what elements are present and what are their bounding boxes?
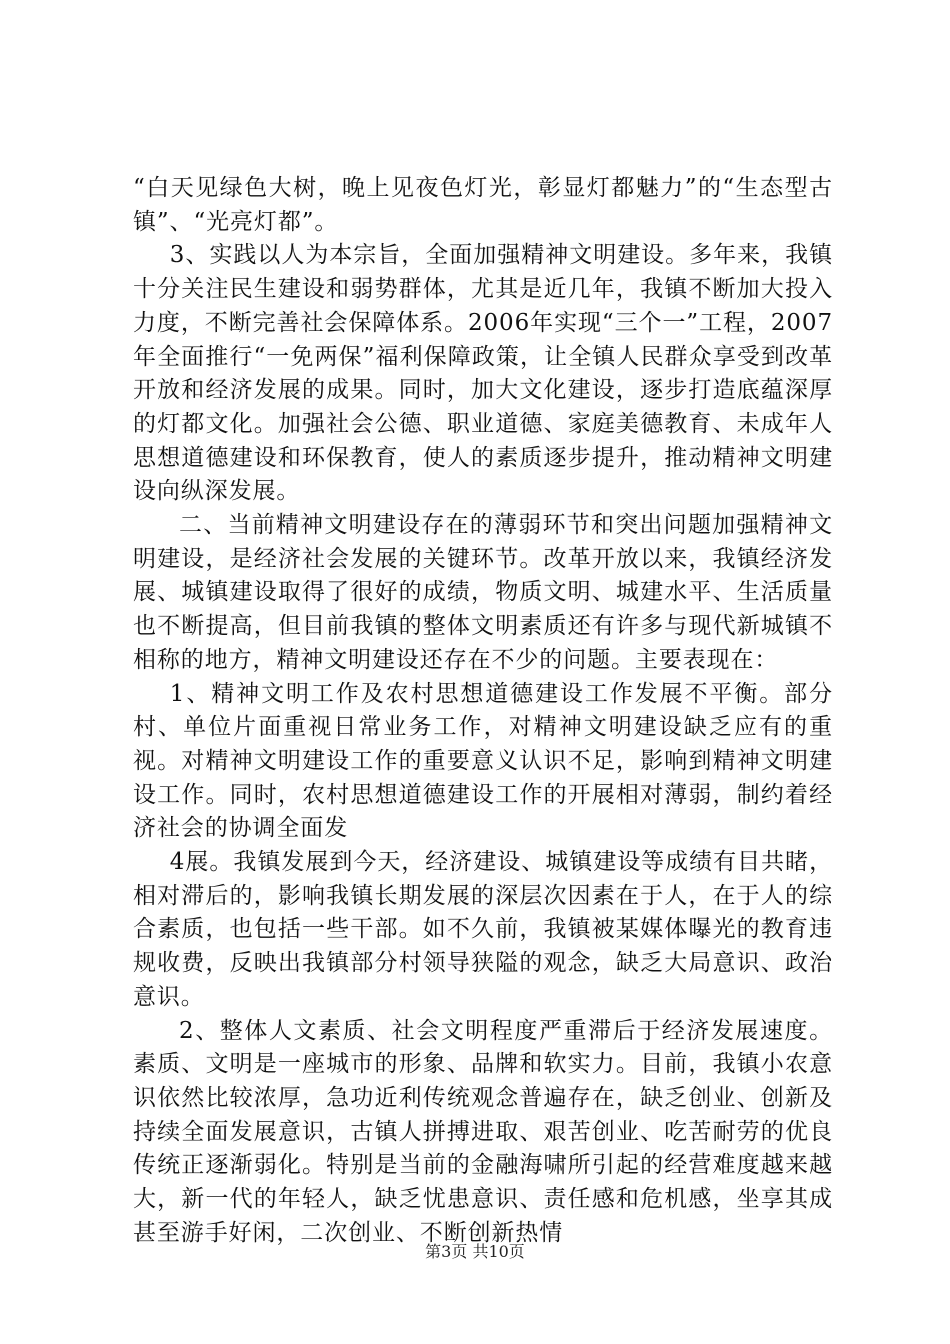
page-footer: 第3页 共10页 — [425, 1242, 525, 1261]
paragraph-section-2: 二、当前精神文明建设存在的薄弱环节和突出问题加强精神文明建设，是经济社会发展的关键环节。改革开放以来，我镇经济发展、城镇建设取得了很好的成绩，物质文明、城建水平、生活质量也不断提高，但目前我镇的整体文明素质还有许多与现代新城镇不相称的地方，精神文明建设还存在不少的问题。主要表现在： — [133, 512, 833, 673]
paragraph-problem-1: 1、精神文明工作及农村思想道德建设工作发展不平衡。部分村、单位片面重视日常业务工作，对精神文明建设缺乏应有的重视。对精神文明建设工作的重要意义认识不足，影响到精神文明建设工作。同时，农村思想道德建设工作的开展相对薄弱，制约着经济社会的协调全面发 — [133, 680, 833, 842]
document-body — [133, 172, 833, 1251]
paragraph-point-3: 3、实践以人为本宗旨，全面加强精神文明建设。多年来，我镇十分关注民生建设和弱势群体，尤其是近几年，我镇不断加大投入力度，不断完善社会保障体系。2006年实现“三个一”工程，2007年全面推行“一免两保”福利保障政策，让全镇人民群众享受到改革开放和经济发展的成果。同时，加大文化建设，逐步打造底蕴深厚的灯都文化。加强社会公德、职业道德、家庭美德教育、未成年人思想道德建设和环保教育，使人的素质逐步提升，推动精神文明建设向纵深发展。 — [133, 242, 833, 505]
paragraph-problem-1-cont: 4展。我镇发展到今天，经济建设、城镇建设等成绩有目共睹，相对滞后的，影响我镇长期发展的深层次因素在于人，在于人的综合素质，也包括一些干部。如不久前，我镇被某媒体曝光的教育违规收费，反映出我镇部分村领导狭隘的观念，缺乏大局意识、政治意识。 — [133, 849, 833, 1010]
paragraph-continuation: “白天见绿色大树，晚上见夜色灯光，彰显灯都魅力”的“生态型古镇”、“光亮灯都”。 — [133, 175, 833, 235]
paragraph-problem-2: 2、整体人文素质、社会文明程度严重滞后于经济发展速度。素质、文明是一座城市的形象、品牌和软实力。目前，我镇小农意识依然比较浓厚，急功近利传统观念普遍存在，缺乏创业、创新及持续全面发展意识，古镇人拼搏进取、艰苦创业、吃苦耐劳的优良传统正逐渐弱化。特别是当前的金融海啸所引起的经营难度越来越大，新一代的年轻人，缺乏忧患意识、责任感和危机感，坐享其成甚至游手好闲，二次创业、不断创新热情 — [133, 1017, 833, 1246]
